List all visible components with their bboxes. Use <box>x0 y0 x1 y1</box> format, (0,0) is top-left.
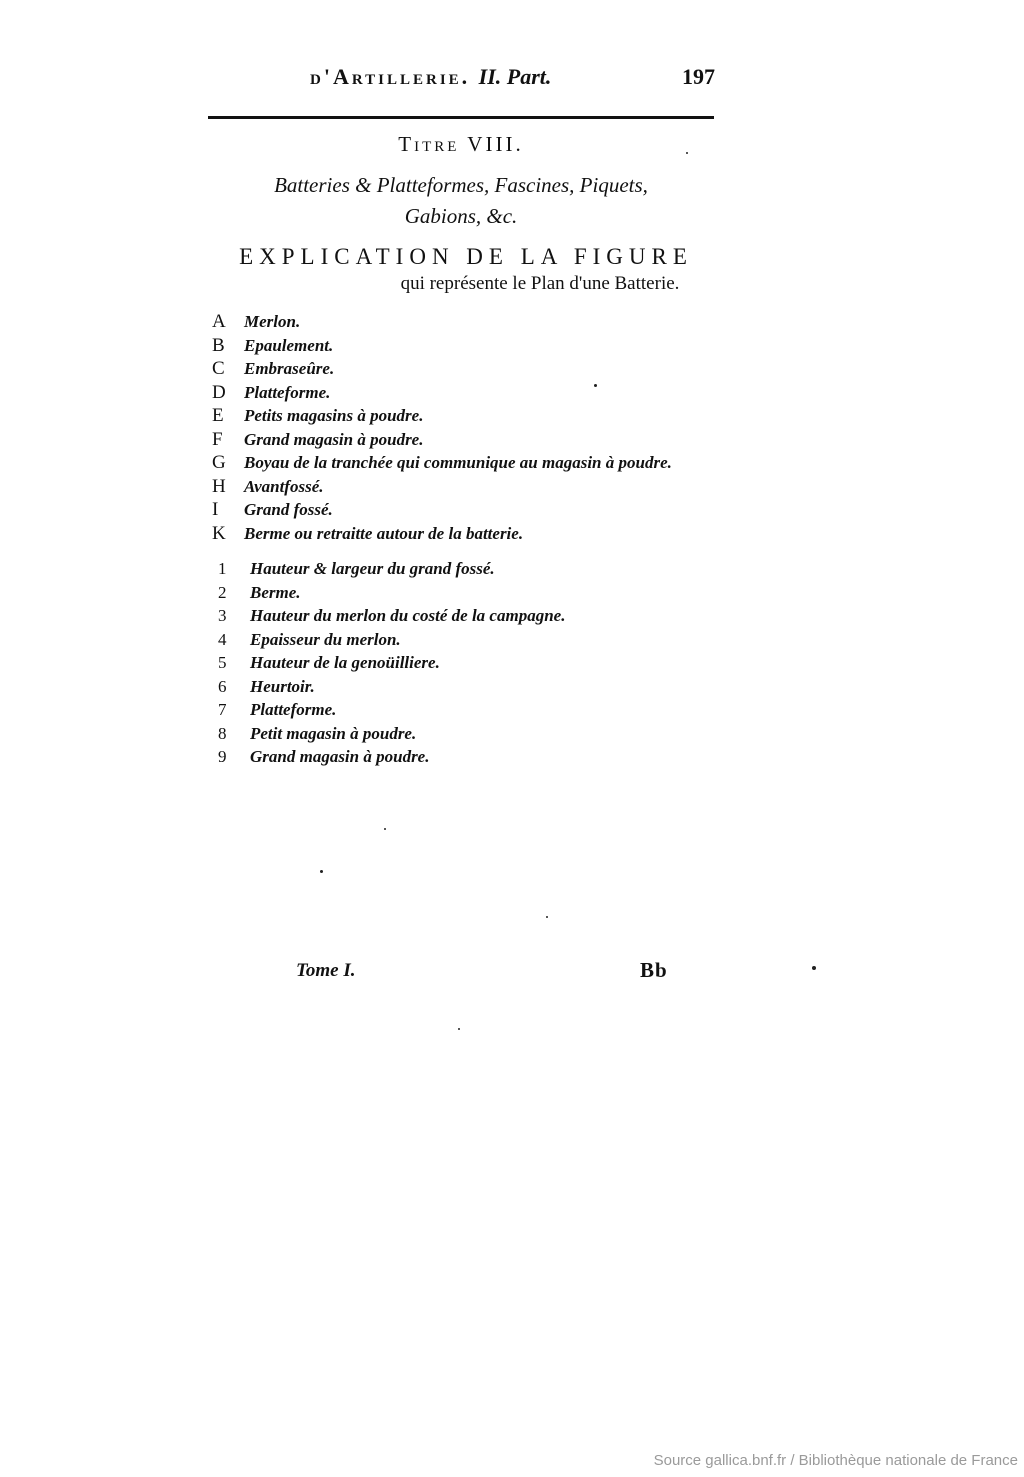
legend-numbers-list <box>218 557 758 769</box>
running-title: d'Artillerie. <box>310 64 471 89</box>
legend-key: H <box>212 475 226 497</box>
explication-heading: EXPLICATION DE LA FIGURE <box>239 244 693 269</box>
legend-key: K <box>212 522 226 544</box>
scan-speck <box>384 828 386 830</box>
legend-item <box>218 651 758 675</box>
legend-description: Petit magasin à poudre. <box>250 723 417 743</box>
legend-description: Berme ou retraitte autour de la batterie. <box>244 523 524 543</box>
legend-description: Epaisseur du merlon. <box>250 629 401 649</box>
legend-key: I <box>212 499 219 520</box>
legend-item <box>218 581 758 605</box>
subtitle-line-1: Batteries & Platteformes, Fascines, Piquets, <box>274 173 648 197</box>
section-title: Titre VIII. <box>398 132 524 156</box>
legend-description: Embraseûre. <box>244 359 335 378</box>
legend-key: G <box>212 452 226 473</box>
legend-item <box>212 428 752 452</box>
legend-description: Grand fossé. <box>244 500 333 519</box>
running-part: II. Part. <box>478 64 552 89</box>
legend-item <box>218 745 758 769</box>
scan-speck <box>686 152 688 154</box>
legend-key: C <box>212 358 225 379</box>
legend-key: 3 <box>218 606 227 625</box>
legend-item <box>212 475 752 499</box>
legend-key: 9 <box>218 747 227 766</box>
legend-description: Platteforme. <box>244 382 331 402</box>
legend-key: 4 <box>218 629 227 649</box>
legend-key: B <box>212 334 225 356</box>
footer-signature: Bb <box>640 958 668 982</box>
legend-key: 1 <box>218 559 227 578</box>
legend-description: Heurtoir. <box>250 676 315 696</box>
legend-description: Berme. <box>250 582 301 602</box>
legend-description: Petits magasins à poudre. <box>244 406 424 425</box>
page-number: 197 <box>682 64 715 89</box>
legend-description: Hauteur & largeur du grand fossé. <box>250 559 495 578</box>
scan-speck <box>812 966 816 970</box>
legend-item <box>212 357 752 381</box>
legend-key: 6 <box>218 676 227 696</box>
legend-key: 8 <box>218 723 227 743</box>
legend-item <box>218 698 758 722</box>
legend-key: D <box>212 381 226 403</box>
footer-volume: Tome I. <box>296 960 356 981</box>
legend-description: Avantfossé. <box>244 476 324 496</box>
scan-speck <box>594 384 597 387</box>
legend-description: Grand magasin à poudre. <box>250 747 430 766</box>
legend-item <box>212 451 752 475</box>
legend-key: A <box>212 311 226 332</box>
legend-item <box>212 498 752 522</box>
header-rule <box>208 116 714 119</box>
source-note: Source gallica.bnf.fr / Bibliothèque nationale de France <box>653 1452 1018 1469</box>
legend-letters-list <box>212 310 752 545</box>
legend-item <box>218 722 758 746</box>
running-head <box>310 64 551 90</box>
legend-key: 2 <box>218 582 227 602</box>
scan-speck <box>320 870 323 873</box>
legend-item <box>218 604 758 628</box>
legend-key: E <box>212 405 224 426</box>
legend-key: 7 <box>218 700 227 719</box>
legend-item <box>212 404 752 428</box>
legend-item <box>212 522 752 546</box>
legend-item <box>218 628 758 652</box>
section-subtitle <box>208 170 714 232</box>
legend-description: Merlon. <box>244 312 301 331</box>
legend-item <box>212 310 752 334</box>
legend-key: F <box>212 428 223 450</box>
subtitle-line-2: Gabions, &c. <box>404 204 518 228</box>
legend-description: Grand magasin à poudre. <box>244 429 424 449</box>
scan-speck <box>458 1028 460 1030</box>
legend-description: Platteforme. <box>250 700 337 719</box>
legend-description: Hauteur de la genoüilliere. <box>250 653 440 672</box>
legend-item <box>212 334 752 358</box>
explication-subheading: qui représente le Plan d'une Batterie. <box>400 273 680 294</box>
scan-speck <box>546 916 548 918</box>
legend-item <box>218 557 758 581</box>
legend-description: Hauteur du merlon du costé de la campagne. <box>250 606 566 625</box>
legend-key: 5 <box>218 653 227 672</box>
legend-item <box>212 381 752 405</box>
legend-item <box>218 675 758 699</box>
legend-description: Boyau de la tranchée qui communique au magasin à poudre. <box>244 453 672 472</box>
legend-description: Epaulement. <box>244 335 334 355</box>
